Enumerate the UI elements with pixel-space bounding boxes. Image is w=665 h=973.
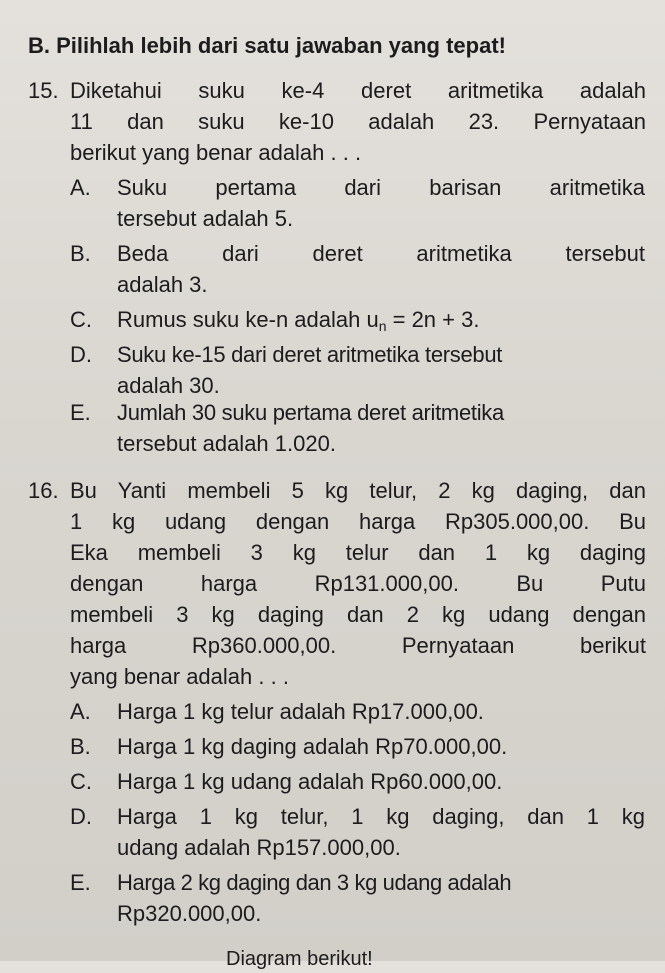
q16-option-d-line-2: udang adalah Rp157.000,00. [117, 835, 401, 860]
q15-option-a-line-2: tersebut adalah 5. [117, 206, 294, 231]
q15-option-b-line-1: Beda dari deret aritmetika tersebut [117, 241, 645, 266]
section-heading: B. Pilihlah lebih dari satu jawaban yang tepat! [28, 33, 506, 58]
q15-option-d-line-1: Suku ke-15 dari deret aritmetika tersebut [117, 342, 503, 367]
q16-option-d-line-1: Harga 1 kg telur, 1 kg daging, dan 1 kg [117, 804, 645, 829]
q15-option-e-line-2: tersebut adalah 1.020. [117, 431, 336, 456]
q15-option-e-letter: E. [70, 400, 91, 425]
q15-stem-line-1: Diketahui suku ke-4 deret aritmetika adalah [70, 78, 646, 103]
q15-option-b-letter: B. [70, 241, 91, 266]
q15-option-a-line-1: Suku pertama dari barisan aritmetika [117, 175, 645, 200]
q15-option-e-line-1: Jumlah 30 suku pertama deret aritmetika [117, 400, 504, 425]
q16-option-d-letter: D. [70, 804, 92, 829]
q16-stem-line-5: membeli 3 kg daging dan 2 kg udang dengan [70, 602, 646, 627]
q15-stem-line-3: berikut yang benar adalah . . . [70, 140, 362, 165]
q15-option-d-line-2: adalah 30. [117, 373, 220, 398]
q16-option-b-letter: B. [70, 734, 91, 759]
q16-stem-line-7: yang benar adalah . . . [70, 664, 289, 689]
q15-option-d-letter: D. [70, 342, 92, 367]
q15-option-c-post: = 2n + 3. [386, 307, 480, 332]
q15-number: 15. [28, 78, 59, 103]
q16-stem-line-2: 1 kg udang dengan harga Rp305.000,00. Bu [70, 509, 646, 534]
q16-number: 16. [28, 478, 59, 503]
q16-stem-line-3: Eka membeli 3 kg telur dan 1 kg daging [70, 540, 646, 565]
q16-option-e-line-2: Rp320.000,00. [117, 901, 262, 926]
q15-stem-line-2: 11 dan suku ke-10 adalah 23. Pernyataan [70, 109, 646, 134]
q15-option-a-letter: A. [70, 175, 91, 200]
q16-option-e-letter: E. [70, 870, 91, 895]
q15-option-b-line-2: adalah 3. [117, 272, 208, 297]
q16-option-c-letter: C. [70, 769, 92, 794]
q16-option-a-letter: A. [70, 699, 91, 724]
q16-option-e-line-1: Harga 2 kg daging dan 3 kg udang adalah [117, 870, 512, 895]
q16-stem-line-1: Bu Yanti membeli 5 kg telur, 2 kg daging, dan [70, 478, 646, 503]
footer-partial-text: Diagram berikut! [226, 948, 373, 970]
q15-option-c-text [117, 306, 479, 340]
q16-option-a-line-1: Harga 1 kg telur adalah Rp17.000,00. [117, 699, 484, 724]
q16-option-b-line-1: Harga 1 kg daging adalah Rp70.000,00. [117, 734, 508, 759]
q15-option-c-subscript: n [378, 318, 387, 334]
q16-stem-line-6: harga Rp360.000,00. Pernyataan berikut [70, 633, 646, 658]
q15-option-c-pre: Rumus suku ke-n adalah u [117, 307, 379, 332]
q16-option-c-line-1: Harga 1 kg udang adalah Rp60.000,00. [117, 769, 503, 794]
q16-stem-line-4: dengan harga Rp131.000,00. Bu Putu [70, 571, 646, 596]
q15-option-c-letter: C. [70, 307, 92, 332]
